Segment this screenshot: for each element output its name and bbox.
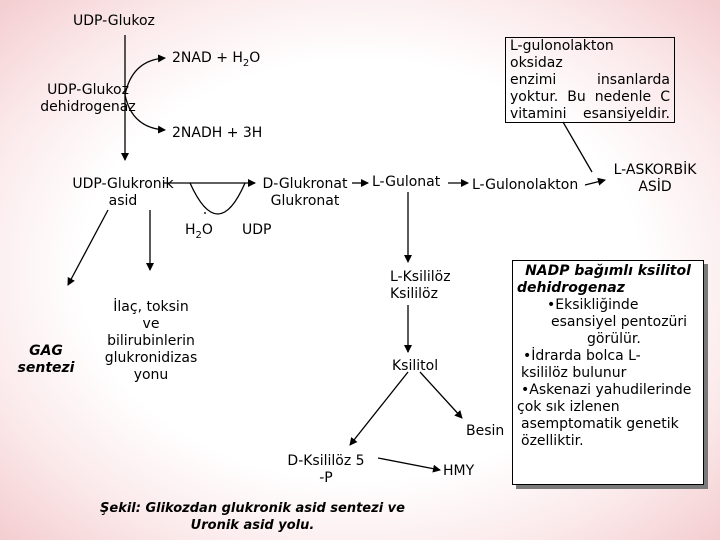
figure-caption: Şekil: Glikozdan glukronik asid sentezi ve Uronik asid yolu. (100, 501, 405, 533)
node-l-ksililoz: L-Ksililöz Ksililöz (390, 269, 451, 302)
node-nad: $2NAD + H_2O$ (172, 50, 261, 69)
nadp-box-title: dehidrogenaz (517, 280, 625, 296)
nadp-box-line: asemptomatik genetik (521, 416, 679, 432)
arrow-gulonolakton-to-askorbik (585, 180, 605, 185)
nadp-box-line: görülür. (587, 331, 641, 347)
enzyme-udp-glukoz-dehidrogenaz: UDP-Glukoz dehidrogenaz (40, 82, 136, 115)
node-l-gulonat: L-Gulonat (372, 174, 441, 190)
arrow-ksililoz-to-besin (420, 372, 462, 418)
nadp-dehidrogenaz-box (512, 260, 704, 485)
oxidase-note-box (505, 37, 675, 123)
nadp-box-line: •Eksikliğinde (547, 297, 639, 313)
nadp-box-line: •İdrarda bolca L- (523, 348, 641, 364)
oxidase-note-line: vitamini esansiyeldir. (510, 106, 670, 122)
node-gag-sentezi: GAG sentezi (17, 343, 75, 376)
node-ilac-glukronidizasyon: İlaç, toksin ve bilirubinlerin glukronidizas yonu (104, 299, 198, 383)
nadp-box-title: NADP bağımlı ksilitol (525, 263, 691, 279)
arrow-h2o-udp-curve (190, 183, 245, 214)
node-h2o: $H_2O$ (185, 222, 213, 241)
node-besin: Besin (466, 423, 505, 439)
node-udp-glukronik-asid: UDP-Glukronik asid (72, 176, 174, 209)
node-d-glukronat: D-Glukronat Glukronat (262, 176, 348, 209)
node-l-gulonolakton: L-Gulonolakton (472, 177, 579, 193)
arrow-d-ksililoz-to-hmy (378, 458, 440, 470)
node-udp-glukoz: UDP-Glukoz (73, 13, 155, 29)
nadp-box-line: esansiyel pentozüri (551, 314, 688, 330)
nadp-box-line: özelliktir. (521, 433, 584, 449)
node-l-askorbik-asid: L-ASKORBİK ASİD (613, 162, 697, 195)
node-nadh: 2NADH + 3H (172, 125, 263, 141)
nadp-box-line: çok sık izlenen (517, 399, 620, 415)
nadp-box-line: ksililöz bulunur (521, 365, 627, 381)
arrow-note-pointer (563, 122, 592, 172)
oxidase-note-line: yoktur. Bu nedenle C (510, 89, 670, 105)
oxidase-note-line: enzimi insanlarda (510, 72, 670, 88)
node-hmy: HMY (443, 463, 475, 479)
node-d-ksililoz-5-p: D-Ksililöz 5 -P (287, 453, 365, 486)
node-ksilitol: Ksilitol (392, 358, 439, 374)
oxidase-note-line: L-gulonolakton oksidaz (510, 38, 614, 71)
node-udp: UDP (242, 222, 272, 238)
arrow-ksilitol-to-d-ksililoz (350, 372, 408, 445)
nadp-box-line: •Askenazi yahudilerinde (521, 382, 692, 398)
arrow-glukronik-to-gag (68, 210, 108, 285)
